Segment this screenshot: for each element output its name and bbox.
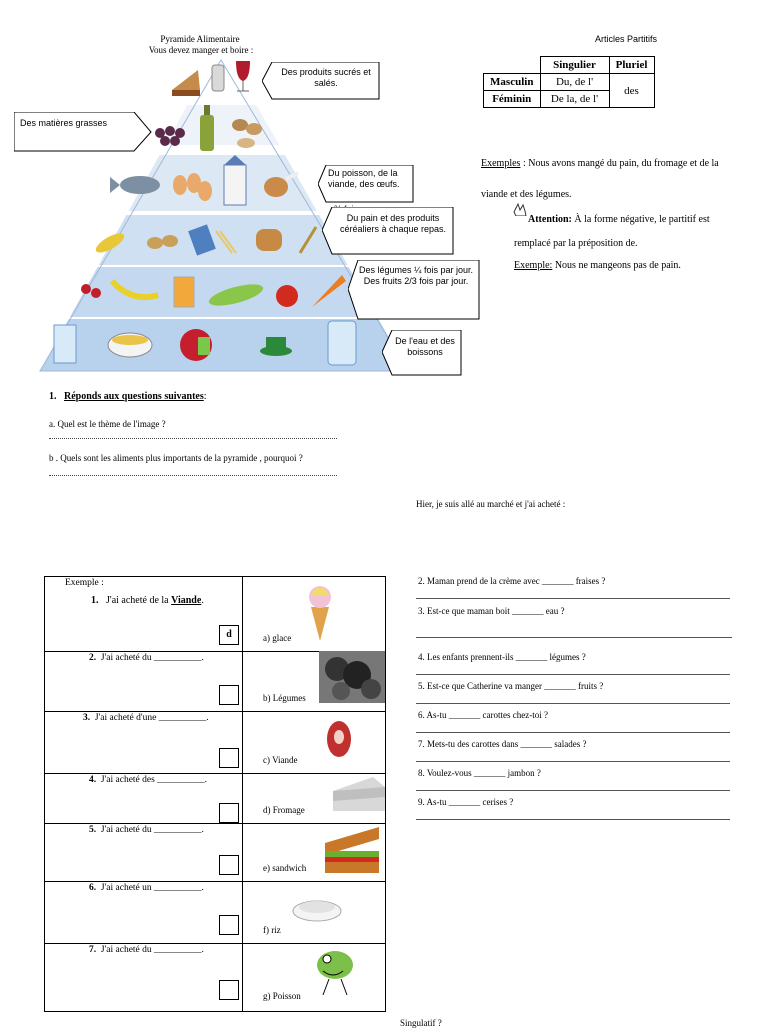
ice-cream-icon [301,581,337,643]
articles-example2 [514,259,681,272]
cheese-icon [333,773,385,813]
answer-line[interactable] [416,819,730,820]
soup-bowl-icon [108,333,152,357]
answer-box[interactable] [219,855,239,875]
answer-line[interactable] [416,703,730,704]
example-answer-box: d [219,625,239,645]
item-7 [89,945,204,955]
option-poisson: g) Poisson [263,991,301,1001]
answer-line[interactable] [416,637,732,638]
answer-box[interactable] [219,748,239,768]
bread-icon [256,229,282,251]
answer-box[interactable] [219,915,239,935]
callout-proteins-text: Du poisson, de la viande, des œufs. [328,168,400,190]
answer-line[interactable] [416,598,730,599]
question-6: 6. As-tu _______ carottes chez-toi ? [418,710,548,720]
question-2: 2. Maman prend de la crème avec _______ fraises ? [418,576,606,586]
table-cell-singular: Du, de l' [540,74,609,91]
pyramid-subtitle: Vous devez manger et boire : [148,45,254,55]
item-num: 2. [89,653,97,663]
item-6 [89,883,204,893]
answer-line-a[interactable] [49,438,337,439]
articles-attention-text: À la forme négative, le partitif est remplacé par la préposition de. [514,214,710,249]
teapot-icon [180,329,212,361]
example-num: 1. [91,595,99,606]
callout-vegetables-text: Des légumes ¼ fois par jour. Des fruits 2/3 fois par jour. [358,265,474,287]
answer-box[interactable] [219,685,239,705]
question-8: 8. Voulez-vous _______ jambon ? [418,768,541,778]
partitive-table [483,56,655,108]
answer-line[interactable] [416,761,730,762]
answer-line[interactable] [416,790,730,791]
table-header-plural: Pluriel [609,57,654,74]
callout-cereals-text: Du pain et des produits céréaliers à chaque repas. [339,213,447,235]
item-num: 6. [89,883,97,893]
item-text: J'ai acheté d'une __________. [94,713,209,723]
answer-box[interactable] [219,980,239,1000]
option-riz: f) riz [263,925,281,935]
questions1-heading-num: 1. [49,391,57,402]
fish-icon [313,941,359,999]
callout-water [382,330,462,376]
option-legumes: b) Légumes [263,693,306,703]
question-3: 3. Est-ce que maman boit _______ eau ? [418,606,565,616]
articles-example2-label: Exemple: [514,260,553,271]
answer-line-b[interactable] [49,475,337,476]
column-divider [242,577,243,1011]
market-exercise-table [44,576,386,1012]
market-intro: Hier, je suis allé au marché et j'ai acheté : [416,499,566,509]
question-9: 9. As-tu _______ cerises ? [418,797,514,807]
item-text: J'ai acheté des __________. [100,775,208,785]
questions1-heading-text: Réponds aux questions suivantes [64,391,204,402]
question-5: 5. Est-ce que Catherine va manger _______ fruits ? [418,681,604,691]
item-text: J'ai acheté du __________. [100,825,204,835]
table-cell-plural: des [609,74,654,108]
callout-fats-text: Des matières grasses [20,118,108,128]
water-glass-icon [54,325,76,363]
item-num: 5. [89,825,97,835]
item-4 [89,775,207,785]
item-num: 7. [89,945,97,955]
answer-box[interactable] [219,803,239,823]
item-text: J'ai acheté du __________. [100,945,204,955]
example-sentence: 1. J'ai acheté de la Viande. [91,595,204,606]
item-2 [89,653,204,663]
articles-example2-text: Nous ne mangeons pas de pain. [554,260,681,271]
question-b: b . Quels sont les aliments plus importants de la pyramide , pourquoi ? [49,453,303,463]
questions1-colon: : [203,391,207,402]
question-7: 7. Mets-tu des carottes dans _______ salades ? [418,739,587,749]
tomato-icon [276,285,298,307]
milk-carton-icon [224,155,246,205]
rice-icon [291,893,343,923]
option-viande: c) Viande [263,755,298,765]
sandwich-icon [321,821,383,879]
table-row [45,881,385,882]
callout-cereals [322,207,454,255]
salt-shaker-icon [212,65,224,91]
example-text: J'ai acheté de la [106,595,169,606]
table-header-empty [484,57,541,74]
option-glace: a) glace [263,633,292,643]
item-text: J'ai acheté du __________. [100,653,204,663]
footer-text: Singulatif ? [400,1018,442,1028]
question-4: 4. Les enfants prennent-ils _______ légumes ? [418,652,586,662]
callout-fats [14,112,152,152]
articles-attention [514,208,740,256]
table-cell-singular: De la, de l' [540,91,609,108]
answer-line[interactable] [416,732,730,733]
table-row-label: Masculin [484,74,541,91]
item-num: 4. [89,775,97,785]
answer-line[interactable] [416,674,730,675]
item-3 [83,713,209,723]
pyramid-title: Pyramide Alimentaire [160,34,240,44]
questions1-heading [49,390,207,403]
example-word: Viande [171,595,202,606]
callout-vegetables [348,260,480,320]
articles-title: Articles Partitifs [595,34,658,44]
meat-icon [325,711,353,763]
articles-example-text: : Nous avons mangé du pain, du fromage et de la viande et des légumes. [481,158,719,200]
callout-water-text: De l'eau et des boissons [395,336,455,358]
question-a: a. Quel est le thème de l'image ? [49,419,166,429]
item-5 [89,825,204,835]
item-text: J'ai acheté un __________. [100,883,204,893]
callout-proteins [318,165,414,203]
vegetables-icon [319,651,385,703]
callout-sweets [262,62,380,100]
articles-example-label: Exemples [481,158,521,169]
articles-example [481,148,739,210]
juice-glass-icon [174,277,194,307]
item-num: 3. [83,713,91,723]
callout-sweets-text: Des produits sucrés et salés. [281,67,371,89]
table-row-label: Féminin [484,91,541,108]
example-label: Exemple : [65,578,104,588]
table-header-singular: Singulier [540,57,609,74]
articles-attention-label: Attention: [528,214,572,225]
water-jug-icon [328,321,356,365]
option-sandwich: e) sandwich [263,863,307,873]
option-fromage: d) Fromage [263,805,305,815]
